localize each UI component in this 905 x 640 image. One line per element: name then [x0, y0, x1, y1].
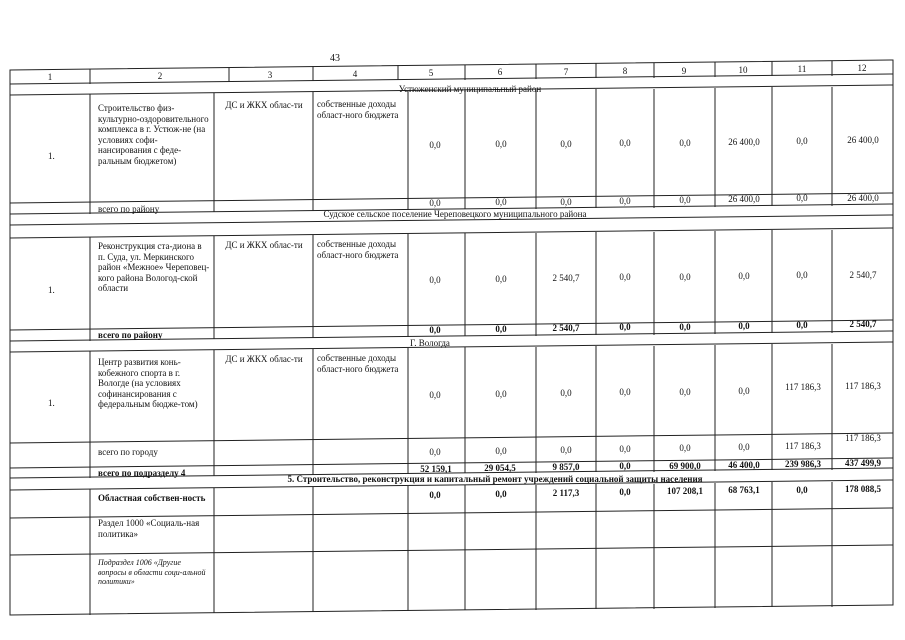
value-col11: 0,0 [796, 136, 808, 146]
value-col12: 117 186,3 [845, 381, 881, 391]
total-col7: 0,0 [560, 445, 572, 455]
subtotal-col7: 9 857,0 [552, 462, 580, 472]
total-col6: 0,0 [495, 446, 507, 456]
total-col11: 117 186,3 [785, 441, 821, 451]
value-col11: 117 186,3 [785, 382, 821, 392]
total-col7: 0,0 [560, 197, 572, 207]
value-col6: 0,0 [495, 274, 507, 284]
value-col7: 0,0 [560, 139, 572, 149]
value-col5: 0,0 [429, 275, 441, 285]
section-title: Судское сельское поселение Череповецкого муниципального района [323, 209, 587, 219]
total-col11: 0,0 [796, 320, 808, 330]
owner-col7: 2 117,3 [552, 488, 580, 498]
section-title: Г. Вологда [410, 338, 450, 348]
col-header-3: 3 [267, 70, 273, 80]
col-header-10: 10 [738, 65, 748, 75]
page-number: 43 [330, 53, 340, 64]
funding-source: собственные доходы област-ного бюджета [317, 353, 399, 374]
total-col10: 26 400,0 [728, 194, 760, 204]
value-col12: 2 540,7 [849, 270, 877, 280]
total-col5: 0,0 [429, 198, 441, 208]
col-header-5: 5 [428, 68, 434, 78]
project-name: Строительство физ-культурно-оздоровительного комплекса в г. Устюж-не (на условиях софи-нансирования с феде-ральным бюджетом) [98, 103, 209, 166]
project-name: Центр развития конь-кобежного спорта в г. Вологде (на условиях софинансирования с федеральным бюдже-том) [98, 357, 198, 409]
subtotal-col12: 437 499,9 [845, 458, 881, 468]
row-number: 1. [48, 285, 55, 295]
owner-col10: 68 763,1 [728, 485, 760, 495]
owner-col9: 107 208,1 [667, 486, 703, 496]
subtotal-col8: 0,0 [619, 461, 631, 471]
total-col10: 0,0 [738, 442, 750, 452]
value-col8: 0,0 [619, 138, 631, 148]
value-col10: 26 400,0 [728, 137, 760, 147]
total-col12: 117 186,3 [845, 433, 881, 443]
value-col5: 0,0 [429, 390, 441, 400]
total-col10: 0,0 [738, 321, 750, 331]
total-col6: 0,0 [495, 197, 507, 207]
value-col6: 0,0 [495, 389, 507, 399]
subtotal-col6: 29 054,5 [484, 463, 516, 473]
razdel-label: Раздел 1000 «Социаль-ная политика» [98, 518, 200, 539]
subtotal-col9: 69 900,0 [669, 461, 701, 471]
value-col9: 0,0 [679, 272, 691, 282]
funding-source: собственные доходы област-ного бюджета [317, 239, 399, 260]
value-col12: 26 400,0 [847, 135, 879, 145]
value-col11: 0,0 [796, 270, 808, 280]
owner-col6: 0,0 [495, 489, 507, 499]
value-col10: 0,0 [738, 271, 750, 281]
responsible-org: ДС и ЖКХ облас-ти [225, 240, 303, 250]
subtotal-col5: 52 159,1 [420, 464, 452, 474]
col-header-2: 2 [157, 71, 163, 81]
col-header-4: 4 [352, 69, 358, 79]
value-col8: 0,0 [619, 272, 631, 282]
owner-col11: 0,0 [796, 485, 808, 495]
podrazdel-label: Подраздел 1006 «Другие вопросы в области соци-альной политики» [98, 558, 206, 586]
total-label: всего по району [98, 204, 160, 214]
total-col12: 26 400,0 [847, 193, 879, 203]
value-col10: 0,0 [738, 386, 750, 396]
total-col9: 0,0 [679, 443, 691, 453]
row-number: 1. [48, 398, 55, 408]
total-label: всего по городу [98, 447, 158, 457]
value-col7: 0,0 [560, 388, 572, 398]
total-col6: 0,0 [495, 324, 507, 334]
funding-source: собственные доходы област-ного бюджета [317, 99, 399, 120]
col-header-12: 12 [857, 63, 867, 73]
total-col11: 0,0 [796, 193, 808, 203]
total-col12: 2 540,7 [849, 319, 877, 329]
col-header-6: 6 [497, 67, 503, 77]
owner-label: Областная собствен-ность [98, 493, 206, 503]
total-col9: 0,0 [679, 195, 691, 205]
total-col5: 0,0 [429, 447, 441, 457]
value-col5: 0,0 [429, 140, 441, 150]
total-col8: 0,0 [619, 444, 631, 454]
col-header-1: 1 [47, 72, 53, 82]
subtotal-label: всего по подразделу 4 [98, 468, 186, 478]
section-title: 5. Строительство, реконструкция и капитальный ремонт учреждений социальной защиты населения [287, 474, 703, 484]
col-header-11: 11 [797, 64, 807, 74]
value-col8: 0,0 [619, 387, 631, 397]
value-col9: 0,0 [679, 138, 691, 148]
owner-col12: 178 088,5 [845, 484, 881, 494]
responsible-org: ДС и ЖКХ облас-ти [225, 354, 303, 364]
subtotal-col11: 239 986,3 [785, 459, 821, 469]
responsible-org: ДС и ЖКХ облас-ти [225, 100, 303, 110]
project-name: Реконструкция ста-диона в п. Суда, ул. Меркинского район «Межное» Череповец-кого района Вологод-ской области [98, 241, 210, 293]
col-header-9: 9 [681, 66, 687, 76]
total-col5: 0,0 [429, 325, 441, 335]
total-col8: 0,0 [619, 322, 631, 332]
value-col6: 0,0 [495, 139, 507, 149]
total-col8: 0,0 [619, 196, 631, 206]
col-header-8: 8 [622, 66, 628, 76]
subtotal-col10: 46 400,0 [728, 460, 760, 470]
value-col7: 2 540,7 [552, 273, 580, 283]
row-number: 1. [48, 151, 55, 161]
owner-col5: 0,0 [429, 490, 441, 500]
value-col9: 0,0 [679, 387, 691, 397]
total-col9: 0,0 [679, 322, 691, 332]
total-col7: 2 540,7 [552, 323, 580, 333]
col-header-7: 7 [563, 67, 569, 77]
total-label: всего по району [98, 330, 163, 340]
section-title: Устюженский муниципальный район [398, 84, 542, 94]
owner-col8: 0,0 [619, 487, 631, 497]
